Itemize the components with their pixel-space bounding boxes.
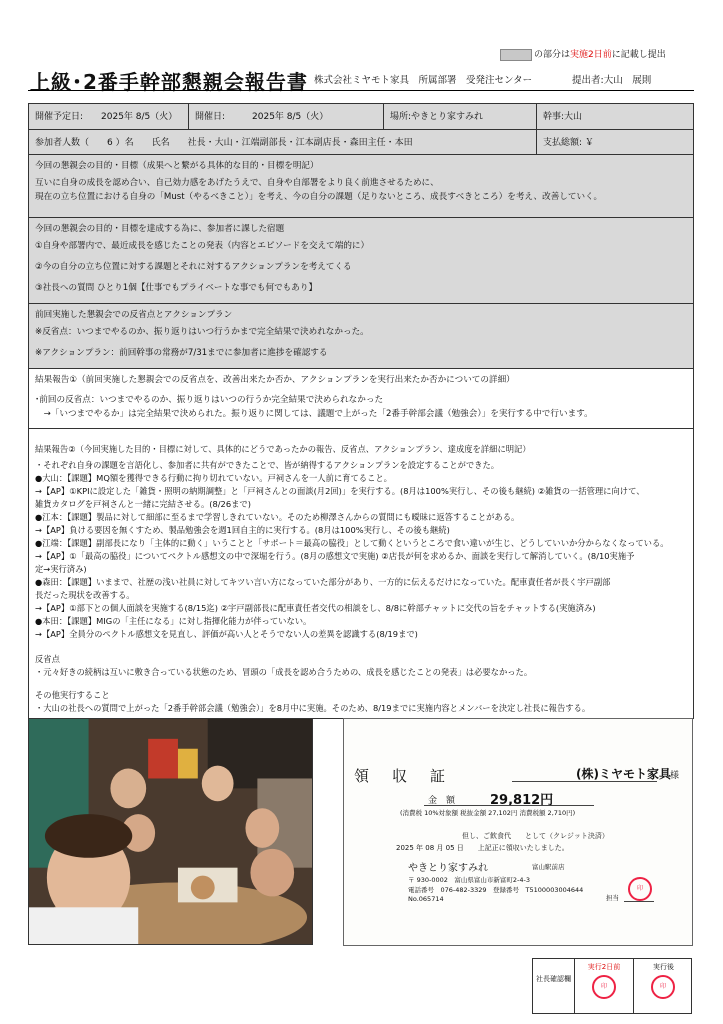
result-line: ●江本：【課題】製品に対して細部に至るまで学習しきれていない。そのため柳澤さんからの質問にも曖昧に返答することがある。 bbox=[35, 512, 520, 522]
result-line: 雑貨カタログを戸祠さんと一緒に完結させる。(8/26まで) bbox=[35, 499, 251, 509]
gray-swatch bbox=[500, 49, 532, 61]
result1-heading: 結果報告①（前回実施した懇親会での反省点を、改善出来たか否か、アクションプランを実行出来たか否かについての詳細） bbox=[35, 375, 515, 385]
amount-line bbox=[424, 805, 594, 806]
purpose-section: 今回の懇親会の目的・目標（成果へと繋がる具体的な目的・目標を明記） 互いに自身の成長を認め合い、自己効力感をあげたうえで、自身や自部署をより良く前進させるために、 現在の立ち位置における自身の「Must（やるべきこと）」を考え、今の自分の課題（足りないところ、成長すべきところ）を考え、改善していく。 bbox=[29, 155, 693, 218]
report-title: 上級･2番手幹部懇親会報告書 bbox=[30, 70, 308, 94]
submission-note: の部分は実施2日前に記載し提出 bbox=[500, 47, 666, 61]
group-photo bbox=[28, 718, 313, 945]
result-line: ●森田：【課題】いままで、社歴の浅い社員に対してキツい言い方になっていた部分があり、一方的に伝えるだけになっていた。配車責任者が長く宇戸副部 bbox=[35, 577, 611, 587]
receipt bbox=[343, 718, 693, 946]
result-line: ●江端：【課題】副部長になり「主体的に動く」いうことと「サポート＝最高の脇役」として動くというところで食い違いが生じ、どうしていいか分からなくなっている。 bbox=[35, 538, 669, 548]
result-line: →【AP】①部下との個人面談を実施する(8/15迄) ②宇戸副部長に配車責任者交代の相談をし、8/8に幹部チャットに交代の旨をチャットする(実施済み) bbox=[35, 603, 596, 613]
venue: 場所:やきとり家すみれ bbox=[384, 104, 537, 129]
handler-label: 担当 bbox=[606, 894, 619, 902]
date-line: 2025 年 08 月 05 日 上記正に領収いたしました。 bbox=[396, 844, 569, 852]
receipt-title: 領 収 証 bbox=[354, 767, 450, 785]
before-column bbox=[575, 959, 634, 1013]
approval-stamp-after: 印 bbox=[651, 975, 675, 999]
homework-item: ③社長への質問 ひとり1個【仕事でもプライベートな事でも何でもあり】 bbox=[35, 283, 318, 293]
result-line: 定→実行済み) bbox=[35, 564, 87, 574]
receipt-seal: 印 bbox=[628, 877, 652, 901]
before-label: 実行2日前 bbox=[587, 963, 621, 971]
result-line: →【AP】①KPIに設定した「雑貨・照明の納期調整」と「戸祠さんとの面談(月2回)」を実行する。(8月は100%実行し、その後も継続) ②雑貨の一括管理に向けて、 bbox=[35, 486, 645, 496]
result-line: ●大山：【課題】MQ額を獲得できる行動に拘り切れていない。戸祠さんを一人前に育てること。 bbox=[35, 473, 392, 483]
handler-line bbox=[624, 901, 654, 902]
result2-section bbox=[29, 429, 693, 719]
homework-section bbox=[29, 218, 693, 304]
shop-name: やきとり家すみれ bbox=[408, 863, 488, 874]
other-line: ・大山の社長への質問で上がった「2番手幹部会議（勉強会）」を8月中に実施。そのため、8/19までに実施内容とメンバーを決定し社長に報告する。 bbox=[35, 703, 591, 713]
other-heading: その他実行すること bbox=[35, 690, 110, 700]
result-line: 長だった現状を改善する。 bbox=[35, 590, 135, 600]
group-photo-image bbox=[29, 719, 312, 944]
previous-section: 前回実施した懇親会での反省点とアクションプラン ※反省点：いつまでやるのか、振り返りはいつ行うかまで完全結果で決めれなかった。 ※アクションプラン：前回幹事の常務が7/31までに参加者に進捗を確認する bbox=[29, 304, 693, 369]
note-deadline: 実施2日前 bbox=[570, 50, 612, 60]
company-department: 株式会社ミヤモト家具 所属部署 受発注センター bbox=[314, 75, 533, 86]
result-line: ・それぞれ自身の課題を言語化し、参加者に共有ができたことで、皆が納得するアクションプランを設定することができた。 bbox=[35, 460, 500, 470]
president-column bbox=[533, 959, 575, 1013]
organizer: 幹事:大山 bbox=[543, 112, 583, 122]
receipt-number: No.065714 bbox=[408, 895, 444, 903]
approval-stamp-before: 印 bbox=[592, 975, 616, 999]
tax-line: (消費税 10%対象額 税抜金額 27,102円 消費税額 2,710円) bbox=[400, 809, 576, 817]
participants: 参加者人数（ 6 ）名 氏名 社長・大山・江端副部長・江本副店長・森田主任・本田 bbox=[29, 130, 537, 154]
shop-branch: 富山駅前店 bbox=[532, 863, 565, 871]
result2-heading: 結果報告②（今回実施した目的・目標に対して、具体的にどうであったかの報告、反省点、アクションプラン、達成度を詳細に明記） bbox=[35, 444, 531, 454]
purpose-line: 但し、ご飲食代 として（クレジット決済） bbox=[462, 832, 609, 840]
result1-section: 結果報告①（前回実施した懇親会での反省点を、改善出来たか否か、アクションプランを実行出来たか否かについての詳細） ･前回の反省点：いつまでやるのか、振り返りはいつの行うか完全結果で決められなかった →「いつまでやるか」は完全結果で決められた。振り返りに関しては、議題で上がった「2番手幹部会議（勉強会）」を実行する中で行います。 bbox=[29, 369, 693, 429]
president-label: 社長確認欄 bbox=[536, 975, 571, 983]
planned-date: 開催予定日: 2025年 8/5（火） bbox=[29, 104, 189, 129]
submitter: 提出者:大山 展則 bbox=[572, 75, 652, 86]
result-line: →【AP】負ける要因を無くすため、製品勉強会を週1回自主的に実行する。(8月は100%実行し、その後も継続) bbox=[35, 525, 450, 535]
after-label: 実行後 bbox=[653, 963, 674, 971]
amount: 29,812円 bbox=[490, 793, 554, 808]
homework-item: ②今の自分の立ち位置に対する課題とそれに対するアクションプランを考えてくる bbox=[35, 262, 352, 272]
info-row-2 bbox=[29, 130, 693, 155]
result-line: ●本田：【課題】MIGの「主任になる」に対し指揮化能力が伴っていない。 bbox=[35, 616, 312, 626]
shop-phone: 電話番号 076-482-3329 登録番号 T5100003004644 bbox=[408, 886, 584, 894]
homework-heading: 今回の懇親会の目的・目標を達成する為に、参加者に課した宿題 bbox=[35, 224, 285, 234]
result-line: →【AP】①「最高の脇役」についてペクトル感想文の中で深堀を行う。(8月の感想文で実施) ②店長が何を求めるか、面談を実行して解消していく。(8/10実施予 bbox=[35, 551, 635, 561]
title-underline bbox=[28, 90, 694, 91]
amount-label: 金 額 bbox=[428, 796, 456, 806]
honorific: 様 bbox=[670, 771, 680, 781]
approval-box bbox=[532, 958, 692, 1014]
purpose-heading: 今回の懇親会の目的・目標（成果へと繋がる具体的な目的・目標を明記） bbox=[35, 161, 319, 171]
reflect-heading: 反省点 bbox=[35, 654, 60, 664]
after-column bbox=[634, 959, 693, 1013]
result-line: →【AP】全員分のペクトル感想文を見直し、評価が高い人とそうでない人の差異を認識する(8/19まで) bbox=[35, 629, 418, 639]
reflect-line: ・元々好きの続柄は互いに敷き合っている状態のため、冒頭の「成長を認め合うための、成長を感じたことの発表」は必要なかった。 bbox=[35, 667, 533, 677]
held-date: 開催日: 2025年 8/5（火） bbox=[189, 104, 384, 129]
report-form bbox=[28, 103, 694, 719]
shop-address: 〒 930-0002 富山県富山市新富町2-4-3 bbox=[408, 876, 530, 884]
info-row-1 bbox=[29, 104, 693, 130]
homework-item: ①自身や部署内で、最近成長を感じたことの発表（内容とエピソードを交えて端的に） bbox=[35, 241, 370, 251]
previous-heading: 前回実施した懇親会での反省点とアクションプラン bbox=[35, 310, 233, 320]
addressee: (株)ミヤモト家具 bbox=[576, 767, 671, 781]
total-payment: 支払総額: ￥ bbox=[543, 138, 594, 148]
